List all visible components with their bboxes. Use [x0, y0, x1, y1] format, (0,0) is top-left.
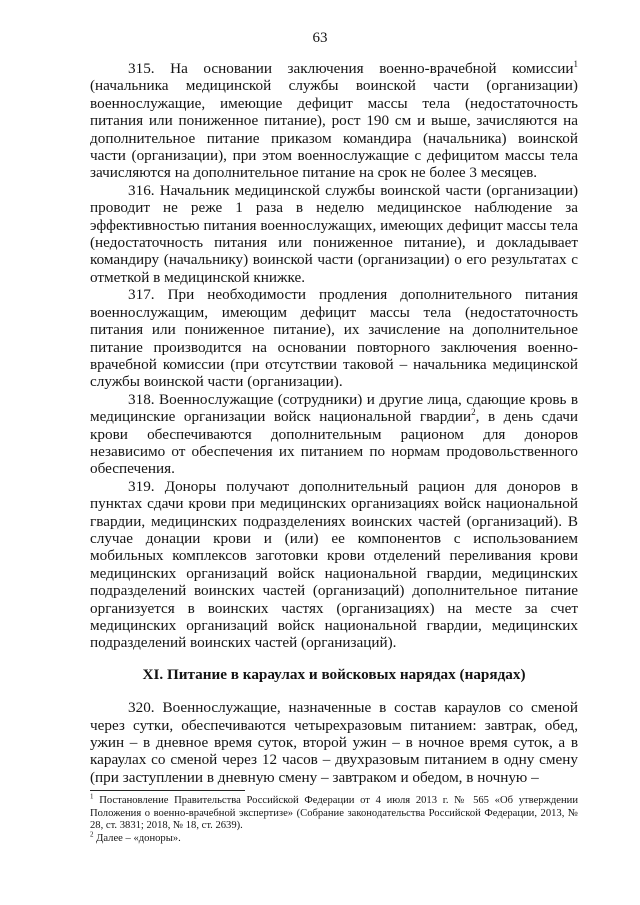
paragraph-316 [90, 182, 578, 286]
paragraph-318 [90, 391, 578, 478]
footnote-1-mark: 1 [90, 792, 94, 801]
footnote-2 [90, 830, 578, 846]
page-number: 63 [312, 30, 328, 46]
paragraph-319 [90, 478, 578, 652]
paragraph-316-text: 316. Начальник медицинской службы воинской части (организации) проводит не реже 1 раза в неделю медицинское наблюдение за эффективностью питания военнослужащих, имеющих дефицит массы тела (недостаточность питания или пониженное питание), и докладывает командиру (начальнику) воинской части (организации) о его результатах с отметкой в медицинской книжке. [90, 181, 578, 286]
footnote-1-text: Постановление Правительства Российской Федерации от 4 июля 2013 г. № 565 «Об утверждении Положения о военно-врачебной экспертизе» (Собрание законодательства Российской Федерации, 2013, № 28, ст. 3831; 2018, № 18, ст. 2639). [90, 795, 578, 832]
paragraph-315 [90, 60, 578, 182]
footnote-2-mark: 2 [90, 830, 94, 839]
paragraph-318-continuation: , в день сдачи крови обеспечиваются дополнительным рационом для доноров независимо от обеспечения их питанием по нормам продовольственного обеспечения. [90, 408, 578, 478]
paragraph-318-text: 318. Военнослужащие (сотрудники) и другие лица, сдающие кровь в медицинские организации войск национальной гвардии [90, 390, 578, 426]
footnote-1 [90, 792, 578, 833]
paragraph-320-text: 320. Военнослужащие, назначенные в состав караулов со сменой через сутки, обеспечиваются четырехразовым питанием: завтрак, обед, ужин – в дневное время суток, второй ужин – в ночное время суток, а в караулах со сменой через 12 часов – двухразовым питанием в одну смену (при заступлении в дневную смену – завтраком и обедом, в ночную – [90, 699, 578, 786]
paragraph-319-text: 319. Доноры получают дополнительный рацион для доноров в пунктах сдачи крови при медицинских организациях войск национальной гвардии, медицинских подразделениях воинских частей (организаций). В случае донации крови и (или) ее компонентов с использованием мобильных комплексов заготовки крови отделений переливания крови медицинских организаций войск национальной гвардии, медицинских подразделений воинских частей (организаций) дополнительное питание организуется в воинских частях (организациях) на месте за счет медицинских организаций войск национальной гвардии, медицинских подразделений воинских частей (организаций). [90, 477, 578, 652]
footnote-divider [90, 790, 245, 791]
paragraph-315-continuation: (начальника медицинской службы воинской части (организации) военнослужащие, имеющие дефицит массы тела (недостаточность питания или пониженное питание), рост 190 см и выше, зачисляются на дополнительное питание приказом командира (начальника) воинской части (организации), при этом военнослужащие с дефицитом массы тела зачисляются на дополнительное питание на срок не более 3 месяцев. [90, 77, 578, 182]
paragraph-315-text: 315. На основании заключения военно-врачебной комиссии [128, 60, 574, 77]
footnotes [90, 792, 578, 845]
footnote-2-text: Далее – «доноры». [93, 832, 181, 844]
document-body [90, 60, 578, 786]
footnote-ref-1[interactable]: 1 [573, 58, 578, 69]
section-heading: XI. Питание в караулах и войсковых нарядах (нарядах) [142, 665, 526, 683]
paragraph-317-text: 317. При необходимости продления дополнительного питания военнослужащим, имеющим дефицит массы тела (недостаточность питания или пониженное питание), их зачисление на дополнительное питание производится на основании повторного заключения военно-врачебной комиссии (при отсутствии таковой – начальника медицинской службы воинской части (организации). [90, 286, 578, 391]
paragraph-317 [90, 286, 578, 390]
paragraph-320 [90, 699, 578, 786]
footnote-ref-2[interactable]: 2 [471, 407, 476, 418]
